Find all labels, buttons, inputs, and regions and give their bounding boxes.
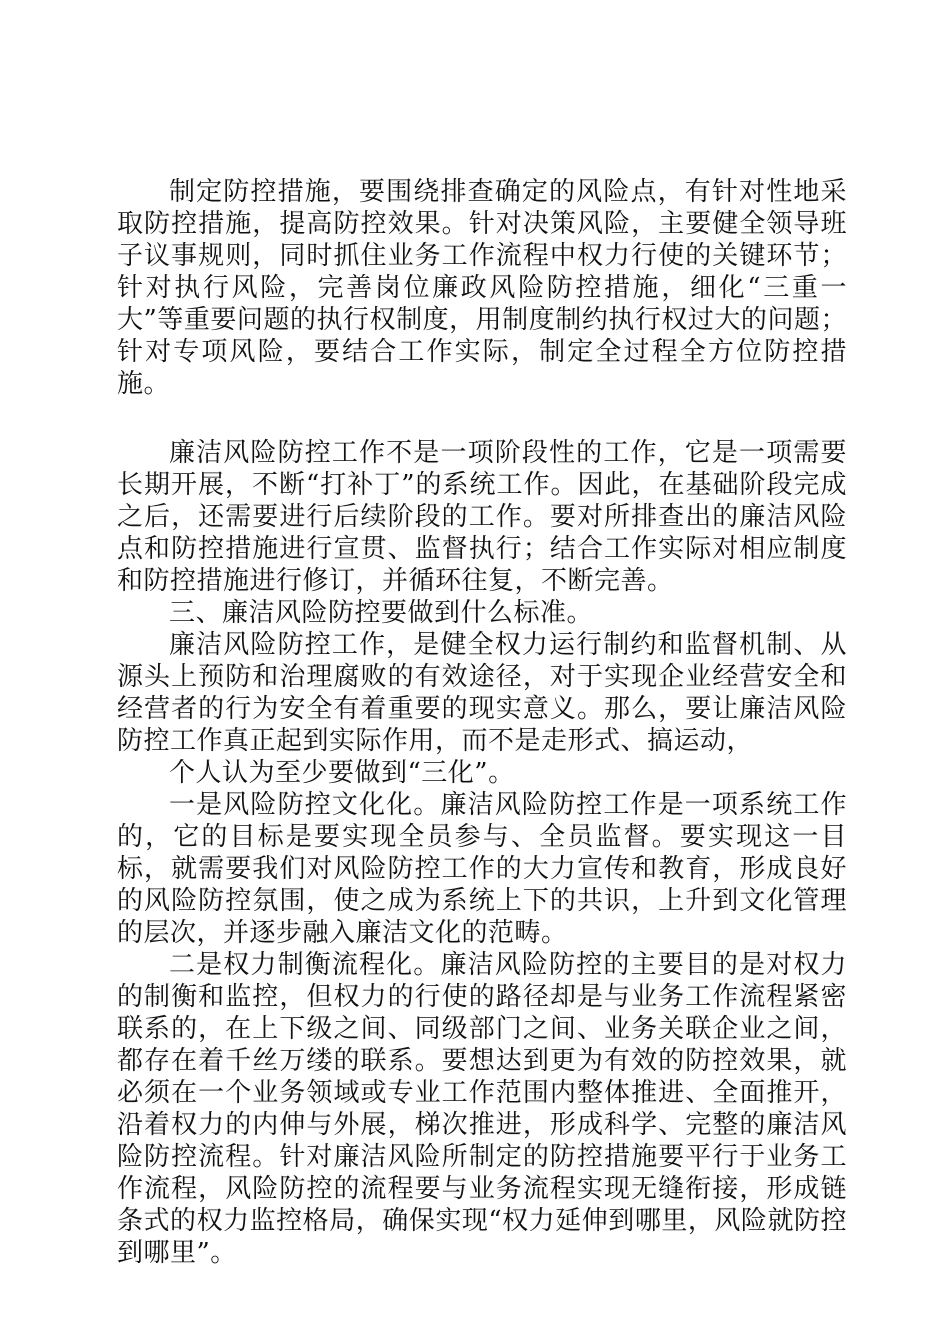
- document-body: [117, 176, 847, 1269]
- paragraph-three-requirements: 个人认为至少要做到“三化”。: [169, 758, 515, 788]
- section-heading-standards: 三、廉洁风险防控要做到什么标准。: [169, 598, 594, 628]
- paragraph-culture: 一是风险防控文化化。廉洁风险防控工作是一项系统工作的，它的目标是要实现全员参与、全员监督。要实现这一目标，就需要我们对风险防控工作的大力宣传和教育，形成良好的风险防控氛围，使之成为系统上下的共识，上升到文化管理的层次，并逐步融入廉洁文化的范畴。: [117, 790, 847, 948]
- paragraph-long-term-work: 廉洁风险防控工作不是一项阶段性的工作，它是一项需要长期开展，不断“打补丁”的系统工作。因此，在基础阶段完成之后，还需要进行后续阶段的工作。要对所排查出的廉洁风险点和防控措施进行宣贯、监督执行；结合工作实际对相应制度和防控措施进行修订，并循环往复，不断完善。: [117, 438, 847, 596]
- paragraph-effective-approach: 廉洁风险防控工作，是健全权力运行制约和监督机制、从源头上预防和治理腐败的有效途径，对于实现企业经营安全和经营者的行为安全有着重要的现实意义。那么，要让廉洁风险防控工作真正起到实际作用，而不是走形式、搞运动，: [117, 630, 847, 756]
- paragraph-control-measures: 制定防控措施，要围绕排查确定的风险点，有针对性地采取防控措施，提高防控效果。针对决策风险，主要健全领导班子议事规则，同时抓住业务工作流程中权力行使的关键环节；针对执行风险，完善岗位廉政风险防控措施，细化“三重一大”等重要问题的执行权制度，用制度制约执行权过大的问题；针对专项风险，要结合工作实际，制定全过程全方位防控措施。: [117, 177, 847, 399]
- paragraph-process: 二是权力制衡流程化。廉洁风险防控的主要目的是对权力的制衡和监控，但权力的行使的路径却是与业务工作流程紧密联系的，在上下级之间、同级部门之间、业务关联企业之间，都存在着千丝万缕的联系。要想达到更为有效的防控效果，就必须在一个业务领域或专业工作范围内整体推进、全面推开，沿着权力的内伸与外展，梯次推进，形成科学、完整的廉洁风险防控流程。针对廉洁风险所制定的防控措施要平行于业务工作流程，风险防控的流程要与业务流程实现无缝衔接，形成链条式的权力监控格局，确保实现“权力延伸到哪里，风险就防控到哪里”。: [117, 950, 847, 1268]
